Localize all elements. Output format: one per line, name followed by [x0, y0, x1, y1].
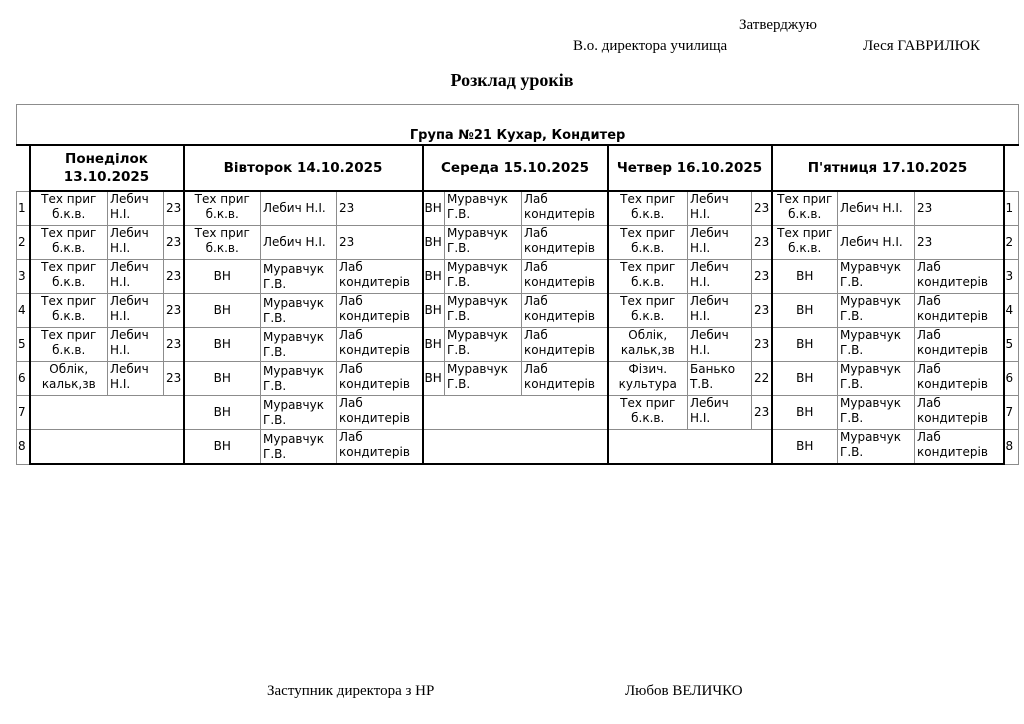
- room-cell: 23: [752, 226, 772, 260]
- subject-cell: Тех приг б.к.в.: [608, 226, 688, 260]
- subject-cell: Тех приг б.к.в.: [30, 226, 108, 260]
- table-top-band: [17, 105, 1019, 125]
- day-date: 13.10.2025: [63, 169, 150, 185]
- lesson-number: 4: [17, 294, 30, 328]
- day-name: Середа 15.10.2025: [441, 160, 589, 176]
- subject-cell: Тех приг б.к.в.: [30, 191, 108, 226]
- room-cell: 23: [164, 328, 184, 362]
- teacher-cell: Муравчук Г.В.: [261, 362, 337, 396]
- room-cell: Лаб кондитерів: [915, 430, 1004, 465]
- day-header-thu: [608, 145, 772, 191]
- teacher-cell: Лебич Н.І.: [688, 226, 752, 260]
- empty-slot: [423, 430, 608, 465]
- teacher-cell: Муравчук Г.В.: [261, 396, 337, 430]
- room-cell: 23: [752, 294, 772, 328]
- subject-cell: ВН: [184, 328, 261, 362]
- teacher-cell: Лебич Н.І.: [108, 362, 164, 396]
- deputy-title: Заступник директора з НР: [267, 683, 435, 699]
- subject-cell: ВН: [423, 191, 445, 226]
- subject-cell: ВН: [772, 294, 838, 328]
- lesson-row: [17, 430, 1019, 465]
- teacher-cell: Лебич Н.І.: [108, 260, 164, 294]
- teacher-cell: Лебич Н.І.: [688, 294, 752, 328]
- group-title: Група №21 Кухар, Кондитер: [17, 124, 1019, 145]
- subject-cell: Тех приг б.к.в.: [772, 191, 838, 226]
- subject-cell: Тех приг б.к.в.: [184, 226, 261, 260]
- teacher-cell: Лебич Н.І.: [838, 191, 915, 226]
- room-cell: Лаб кондитерів: [522, 226, 608, 260]
- room-cell: Лаб кондитерів: [522, 328, 608, 362]
- room-cell: Лаб кондитерів: [522, 260, 608, 294]
- room-cell: 23: [752, 328, 772, 362]
- day-header-fri: [772, 145, 1004, 191]
- room-cell: 23: [752, 396, 772, 430]
- deputy-name: Любов ВЕЛИЧКО: [625, 683, 743, 699]
- room-cell: Лаб кондитерів: [337, 396, 423, 430]
- director-name: Леся ГАВРИЛЮК: [863, 38, 981, 54]
- lesson-number: 1: [17, 191, 30, 226]
- day-name: Понеділок: [65, 151, 148, 167]
- room-cell: 23: [164, 362, 184, 396]
- lesson-number: 3: [1004, 260, 1019, 294]
- teacher-cell: Лебич Н.І.: [688, 191, 752, 226]
- day-header-wed: [423, 145, 608, 191]
- subject-cell: ВН: [423, 294, 445, 328]
- lesson-number: 2: [1004, 226, 1019, 260]
- subject-cell: Облік, кальк,зв: [608, 328, 688, 362]
- subject-cell: Тех приг б.к.в.: [608, 260, 688, 294]
- subject-cell: Облік, кальк,зв: [30, 362, 108, 396]
- empty-slot: [608, 430, 772, 465]
- subject-cell: ВН: [184, 362, 261, 396]
- room-cell: 23: [752, 260, 772, 294]
- lesson-row: [17, 191, 1019, 226]
- subject-cell: ВН: [772, 430, 838, 465]
- subject-cell: Тех приг б.к.в.: [30, 328, 108, 362]
- teacher-cell: Лебич Н.І.: [838, 226, 915, 260]
- day-name: Вівторок 14.10.2025: [223, 160, 383, 176]
- subject-cell: ВН: [772, 362, 838, 396]
- subject-cell: ВН: [184, 396, 261, 430]
- subject-cell: Тех приг б.к.в.: [608, 191, 688, 226]
- room-cell: Лаб кондитерів: [915, 328, 1004, 362]
- empty-slot: [30, 396, 184, 430]
- lesson-number: 4: [1004, 294, 1019, 328]
- teacher-cell: Муравчук Г.В.: [261, 328, 337, 362]
- room-cell: Лаб кондитерів: [915, 294, 1004, 328]
- room-cell: 23: [915, 191, 1004, 226]
- page-title: Розклад уроків: [450, 70, 574, 90]
- subject-cell: Тех приг б.к.в.: [608, 396, 688, 430]
- teacher-cell: Муравчук Г.В.: [445, 226, 522, 260]
- teacher-cell: Муравчук Г.В.: [445, 260, 522, 294]
- room-cell: 23: [164, 294, 184, 328]
- teacher-cell: Муравчук Г.В.: [445, 328, 522, 362]
- lesson-row: [17, 260, 1019, 294]
- teacher-cell: Муравчук Г.В.: [838, 328, 915, 362]
- teacher-cell: Муравчук Г.В.: [838, 294, 915, 328]
- room-cell: Лаб кондитерів: [522, 191, 608, 226]
- schedule-table: [16, 104, 1019, 465]
- lesson-number: 6: [17, 362, 30, 396]
- subject-cell: ВН: [184, 260, 261, 294]
- lesson-number: 2: [17, 226, 30, 260]
- subject-cell: Тех приг б.к.в.: [30, 260, 108, 294]
- room-cell: Лаб кондитерів: [915, 362, 1004, 396]
- teacher-cell: Лебич Н.І.: [108, 226, 164, 260]
- teacher-cell: Муравчук Г.В.: [261, 430, 337, 465]
- subject-cell: ВН: [423, 260, 445, 294]
- subject-cell: ВН: [423, 226, 445, 260]
- lesson-row: [17, 396, 1019, 430]
- lesson-number: 8: [1004, 430, 1019, 465]
- teacher-cell: Лебич Н.І.: [261, 226, 337, 260]
- room-cell: 23: [337, 191, 423, 226]
- teacher-cell: Лебич Н.І.: [688, 396, 752, 430]
- subject-cell: Тех приг б.к.в.: [772, 226, 838, 260]
- empty-slot: [423, 396, 608, 430]
- teacher-cell: Лебич Н.І.: [108, 328, 164, 362]
- room-cell: 23: [915, 226, 1004, 260]
- room-cell: 23: [752, 191, 772, 226]
- lesson-number: 7: [17, 396, 30, 430]
- subject-cell: ВН: [772, 396, 838, 430]
- lesson-number: 7: [1004, 396, 1019, 430]
- lesson-number: 5: [1004, 328, 1019, 362]
- subject-cell: ВН: [423, 362, 445, 396]
- teacher-cell: Муравчук Г.В.: [838, 260, 915, 294]
- room-cell: Лаб кондитерів: [915, 260, 1004, 294]
- teacher-cell: Муравчук Г.В.: [261, 260, 337, 294]
- room-cell: Лаб кондитерів: [337, 362, 423, 396]
- subject-cell: ВН: [184, 430, 261, 465]
- lesson-number: 1: [1004, 191, 1019, 226]
- lesson-number: 5: [17, 328, 30, 362]
- room-cell: 23: [337, 226, 423, 260]
- subject-cell: ВН: [423, 328, 445, 362]
- teacher-cell: Муравчук Г.В.: [445, 191, 522, 226]
- teacher-cell: Лебич Н.І.: [688, 328, 752, 362]
- director-title: В.о. директора училища: [573, 38, 728, 54]
- teacher-cell: Муравчук Г.В.: [838, 362, 915, 396]
- teacher-cell: Лебич Н.І.: [108, 294, 164, 328]
- subject-cell: Тех приг б.к.в.: [184, 191, 261, 226]
- lesson-number: 3: [17, 260, 30, 294]
- day-header-spacer: [1004, 145, 1019, 191]
- room-cell: 23: [164, 260, 184, 294]
- day-name: Четвер 16.10.2025: [616, 160, 763, 176]
- room-cell: 23: [164, 191, 184, 226]
- lesson-row: [17, 362, 1019, 396]
- room-cell: 22: [752, 362, 772, 396]
- lesson-number: 6: [1004, 362, 1019, 396]
- teacher-cell: Муравчук Г.В.: [838, 396, 915, 430]
- teacher-cell: Лебич Н.І.: [108, 191, 164, 226]
- teacher-cell: Муравчук Г.В.: [838, 430, 915, 465]
- lesson-row: [17, 294, 1019, 328]
- day-header-mon: [30, 145, 184, 191]
- teacher-cell: Муравчук Г.В.: [445, 362, 522, 396]
- room-cell: Лаб кондитерів: [337, 260, 423, 294]
- room-cell: Лаб кондитерів: [915, 396, 1004, 430]
- subject-cell: ВН: [772, 328, 838, 362]
- teacher-cell: Лебич Н.І.: [688, 260, 752, 294]
- subject-cell: ВН: [184, 294, 261, 328]
- teacher-cell: Банько Т.В.: [688, 362, 752, 396]
- empty-slot: [30, 430, 184, 465]
- lesson-number: 8: [17, 430, 30, 465]
- teacher-cell: Муравчук Г.В.: [445, 294, 522, 328]
- day-name: П'ятниця 17.10.2025: [807, 160, 968, 176]
- lesson-row: [17, 226, 1019, 260]
- day-header-tue: [184, 145, 423, 191]
- subject-cell: Тех приг б.к.в.: [608, 294, 688, 328]
- lesson-row: [17, 328, 1019, 362]
- room-cell: Лаб кондитерів: [337, 328, 423, 362]
- room-cell: 23: [164, 226, 184, 260]
- subject-cell: Тех приг б.к.в.: [30, 294, 108, 328]
- day-header-spacer: [17, 145, 30, 191]
- room-cell: Лаб кондитерів: [522, 294, 608, 328]
- teacher-cell: Муравчук Г.В.: [261, 294, 337, 328]
- subject-cell: ВН: [772, 260, 838, 294]
- teacher-cell: Лебич Н.І.: [261, 191, 337, 226]
- subject-cell: Фізич. культура: [608, 362, 688, 396]
- room-cell: Лаб кондитерів: [337, 430, 423, 465]
- room-cell: Лаб кондитерів: [337, 294, 423, 328]
- room-cell: Лаб кондитерів: [522, 362, 608, 396]
- approval-label: Затверджую: [739, 17, 817, 33]
